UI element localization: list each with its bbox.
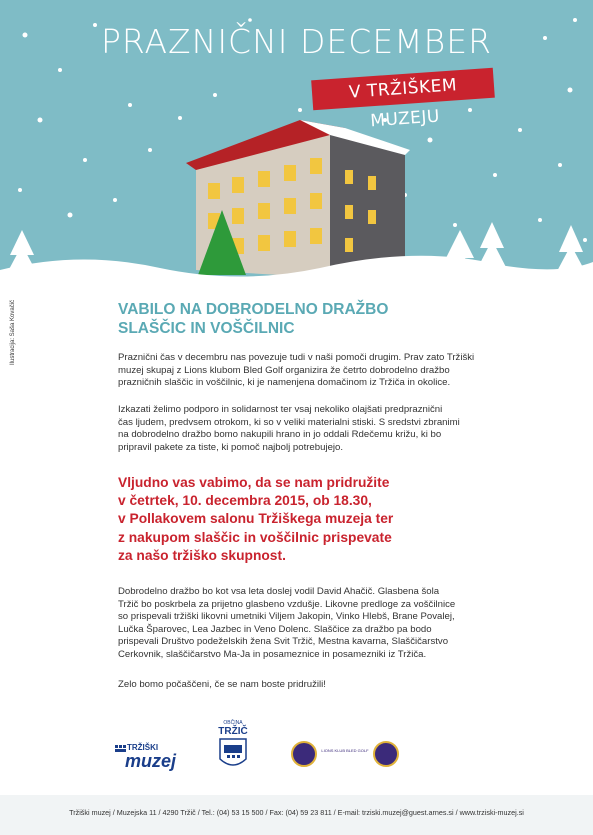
obcina-trzic-logo [218, 720, 248, 778]
event-line: v Pollakovem salonu Tržiškega muzeja ter [118, 511, 394, 527]
coat-of-arms-icon [218, 737, 248, 773]
invitation-heading [118, 300, 448, 338]
para3-line: Tržič bo poskrbela za prijetno glasbeno vzdušje. Likovne predloge za voščilnice [118, 598, 456, 610]
event-title: PRAZNIČNI DECEMBER [100, 22, 493, 61]
event-line: za našo tržiško skupnost. [118, 547, 286, 563]
obcina-name: TRŽIČ [218, 726, 248, 737]
obcina-label: OBČINA [223, 720, 243, 726]
para1-line: muzej skupaj z Lions klubom Bled Golf organizira že četrto dobrodelno dražbo [118, 364, 450, 376]
lions-emblem-icon [290, 738, 400, 770]
para3-line: so prispevali tržiški likovni umetniki Viljem Jakopin, Vinko Hlebš, Brane Povalej, [118, 611, 455, 623]
heading-line-2: SLAŠČIC IN VOŠČILNIC [118, 320, 295, 337]
heading-line-1: VABILO NA DOBRODELNO DRAŽBO [118, 301, 389, 318]
para1-line: prazničnih slaščic in voščilnic, ki je namenjena domačinom iz Tržiča in okolice. [118, 377, 451, 389]
para2-line: na dobrodelno dražbo bomo nakupili hrano in jo oddali Rdečemu križu, ki bo [118, 429, 442, 441]
para3-line: prispevali Društvo podeželskih žena Svit Tržič, Mestna kavarna, Slaščičarstvo [118, 636, 449, 648]
paragraph-3 [118, 586, 488, 662]
event-line: v četrtek, 10. decembra 2015, ob 18.30, [118, 493, 372, 509]
para1-line: Praznični čas v decembru nas povezuje tudi v naši pomoči drugim. Prav zato Tržiški [118, 352, 475, 363]
para3-line: Dobrodelno dražbo bo kot vsa leta doslej vodil David Ahačič. Glasbena šola [118, 586, 440, 597]
paragraph-2 [118, 404, 488, 454]
footer-contact: Tržiški muzej / Muzejska 11 / 4290 Tržič / Tel.: (04) 53 15 500 / Fax: (04) 59 23 811 / E-mail: trziski.muzej@guest.arnes.si / www.trziski-muzej.si [69, 808, 524, 817]
lions-text: LIONS KLUB BLED GOLF [321, 748, 369, 753]
para3-line: Lučka Šparovec, Lea Jazbec in Veno Dolenc. Slaščice za dražbo pa bodo [118, 623, 432, 635]
para2-line: pripravil pakete za tiste, ki pomoč najbolj potrebujejo. [118, 441, 344, 453]
muzej-logo-top: TRŽIŠKI [127, 743, 159, 752]
muzej-logo-main: muzej [125, 751, 177, 771]
paragraph-1 [118, 352, 488, 390]
lions-club-logo [290, 738, 400, 775]
illustration-credit: Ilustracija: Saša Kovačič [10, 299, 16, 365]
event-details [118, 474, 478, 565]
closing-line: Zelo bomo počaščeni, če se nam boste pridružili! [118, 679, 326, 690]
para2-line: čas ljudem, predvsem otrokom, ki so v veliki materialni stiski. S sredstvi zbranimi [118, 416, 460, 428]
para3-line: Cerkovnik, slaščičarstvo Ma-Ja in posameznice in posamezniki iz Tržiča. [118, 648, 427, 660]
subtitle-text: V TRŽIŠKEM MUZEJU [348, 75, 458, 132]
para2-line: Izkazati želimo podporo in solidarnost ter vsaj nekoliko olajšati predpraznični [118, 404, 443, 415]
event-line: z nakupom slaščic in voščilnic prispevate [118, 529, 392, 545]
event-line: Vljudno vas vabimo, da se nam pridružite [118, 475, 390, 490]
